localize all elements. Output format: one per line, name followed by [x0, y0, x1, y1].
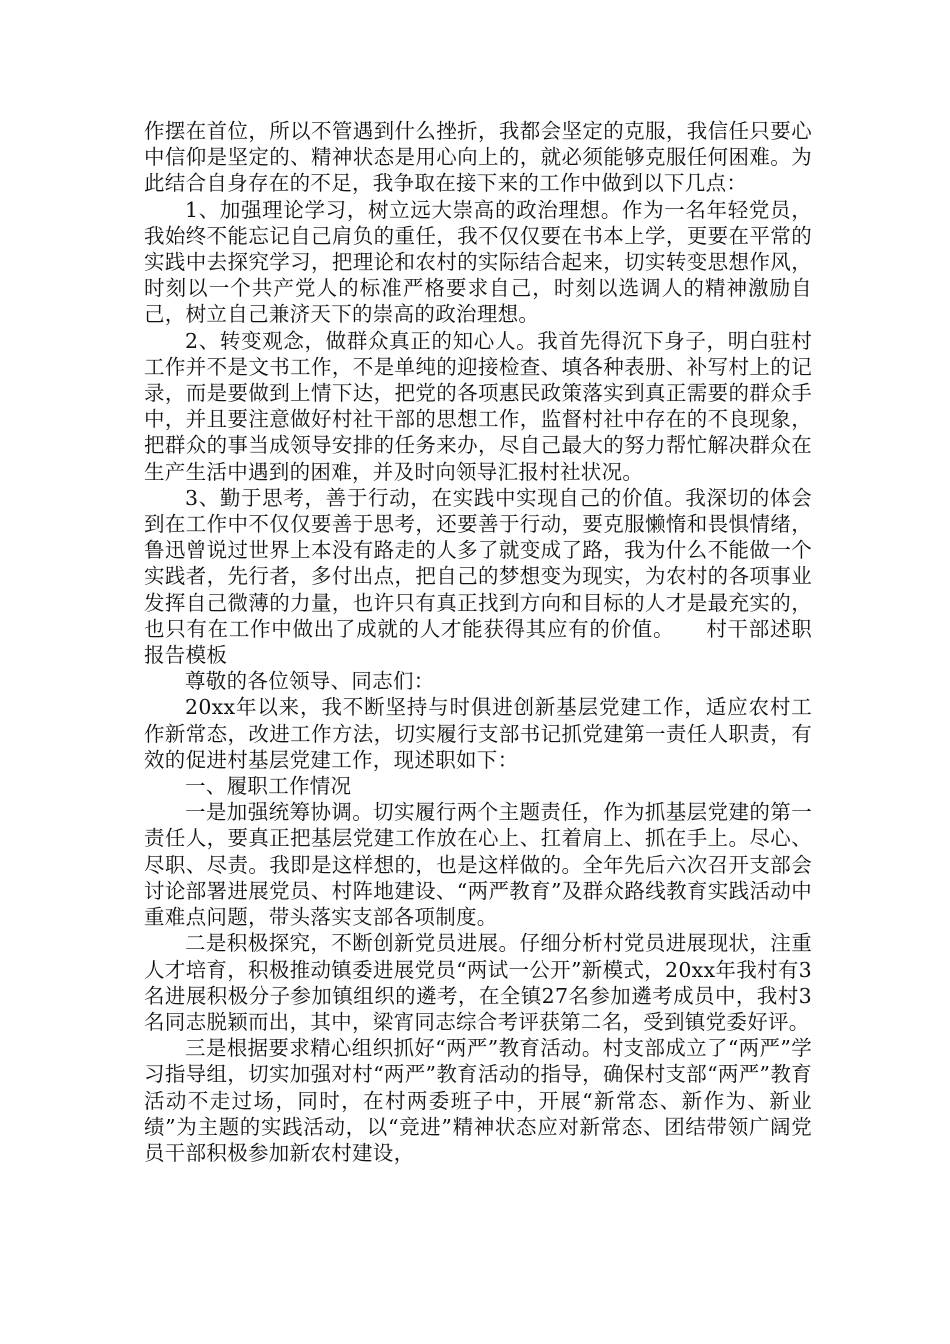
document-body — [144, 118, 812, 1166]
paragraph-item-coordination: 一是加强统筹协调。切实履行两个主题责任，作为抓基层党建的第一责任人，要真正把基层党建工作放在心上、扛着肩上、抓在手上。尽心、尽职、尽责。我即是这样想的，也是这样做的。全年先后六次召开支部会讨论部署进展党员、村阵地建设、“两严教育”及群众路线教育实践活动中重难点问题，带头落实支部各项制度。 — [144, 800, 812, 930]
paragraph-point-3: 3、勤于思考，善于行动，在实践中实现自己的价值。我深切的体会到在工作中不仅仅要善于思考，还要善于行动，要克服懒惰和畏惧情绪，鲁迅曾说过世界上本没有路走的人多了就变成了路，我为什么不能做一个实践者，先行者，多付出点，把自己的梦想变为现实，为农村的各项事业发挥自己微薄的力量，也许只有真正找到方向和目标的人才是最充实的，也只有在工作中做出了成就的人才能获得其应有的价值。 村干部述职报告模板 — [144, 485, 812, 668]
paragraph-salutation: 尊敬的各位领导、同志们： — [185, 669, 435, 694]
paragraph-item-party-development: 二是积极探究，不断创新党员进展。仔细分析村党员进展现状，注重人才培育，积极推动镇委进展党员“两试一公开”新模式，20xx年我村有3名进展积极分子参加镇组织的遴考，在全镇27名参加遴考成员中，我村3名同志脱颖而出，其中，梁宵同志综合考评获第二名，受到镇党委好评。 — [144, 931, 812, 1034]
paragraph-point-2: 2、转变观念，做群众真正的知心人。我首先得沉下身子，明白驻村工作并不是文书工作，不是单纯的迎接检查、填各种表册、补写村上的记录，而是要做到上情下达，把党的各项惠民政策落实到真正需要的群众手中，并且要注意做好村社干部的思想工作，监督村社中存在的不良现象，把群众的事当成领导安排的任务来办，尽自己最大的努力帮忙解决群众在生产生活中遇到的困难，并及时向领导汇报村社状况。 — [144, 328, 812, 484]
paragraph-opening: 20xx年以来，我不断坚持与时俱进创新基层党建工作，适应农村工作新常态，改进工作方法，切实履行支部书记抓党建第一责任人职责，有效的促进村基层党建工作，现述职如下： — [144, 695, 812, 772]
paragraph-intro-continuation: 作摆在首位，所以不管遇到什么挫折，我都会坚定的克服，我信任只要心中信仰是坚定的、精神状态是用心向上的，就必须能够克服任何困难。为此结合自身存在的不足，我争取在接下来的工作中做到以下几点： — [144, 119, 812, 196]
paragraph-item-education: 三是根据要求精心组织抓好“两严”教育活动。村支部成立了“两严”学习指导组，切实加强对村“两严”教育活动的指导，确保村支部“两严”教育活动不走过场，同时，在村两委班子中，开展“新常态、新作为、新业绩”为主题的实践活动，以“竞进”精神状态应对新常态、团结带领广阔党员干部积极参加新农村建设， — [144, 1036, 812, 1165]
section-heading-duty: 一、履职工作情况 — [185, 774, 352, 799]
paragraph-point-1: 1、加强理论学习，树立远大崇高的政治理想。作为一名年轻党员，我始终不能忘记自己肩负的重任，我不仅仅要在书本上学，更要在平常的实践中去探究学习，把理论和农村的实际结合起来，切实转变思想作风，时刻以一个共产党人的标准严格要求自己，时刻以选调人的精神激励自己，树立自己兼济天下的崇高的政治理想。 — [144, 197, 812, 327]
